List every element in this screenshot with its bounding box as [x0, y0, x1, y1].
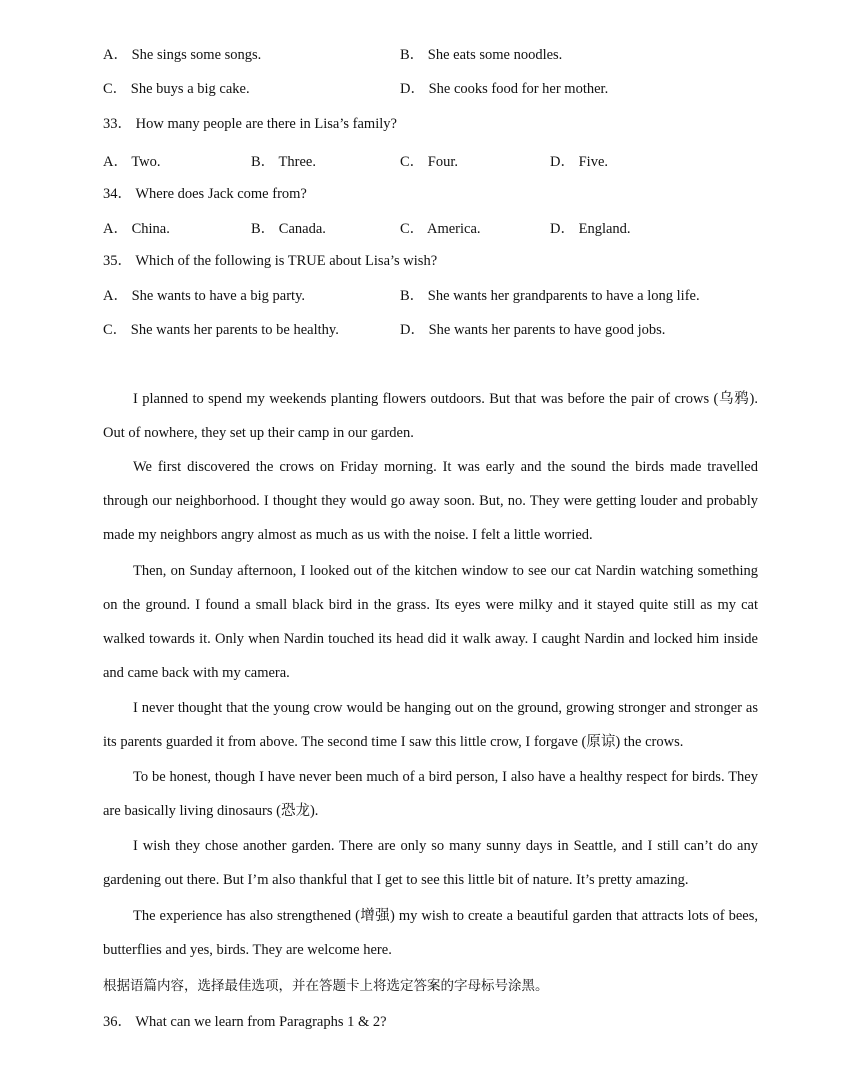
passage-paragraph-7: The experience has also strengthened (增强) my wish to create a beautiful garden that attracts lots of bees, butterflies and yes, birds. They are welcome here. — [103, 908, 758, 958]
q33-question: 33． How many people are there in Lisa’s family? — [103, 116, 397, 132]
q35-option-c: C． She wants her parents to be healthy. — [103, 322, 339, 338]
q32-option-c: C． She buys a big cake. — [103, 81, 250, 97]
q33-option-b: B． Three. — [251, 154, 316, 170]
q36-question: 36． What can we learn from Paragraphs 1 & 2? — [103, 1014, 387, 1030]
q35-option-d: D． She wants her parents to have good jobs. — [400, 322, 666, 338]
q33-option-d: D． Five. — [550, 154, 608, 170]
q35-question: 35． Which of the following is TRUE about Lisa’s wish? — [103, 253, 438, 269]
q32-option-d: D． She cooks food for her mother. — [400, 81, 609, 97]
q32-option-b: B． She eats some noodles. — [400, 47, 563, 63]
q32-option-a: A． She sings some songs. — [103, 47, 262, 63]
q34-question: 34． Where does Jack come from? — [103, 186, 307, 202]
q34-option-b: B． Canada. — [251, 221, 326, 237]
passage-paragraph-3: Then, on Sunday afternoon, I looked out of the kitchen window to see our cat Nardin watching something on the ground. I found a small black bird in the grass. Its eyes were milky and it stayed quite still as my cat walked towards it. Only when Nardin touched its head did it walk away. I caught Nardin and locked him inside and came back with my camera. — [103, 563, 758, 681]
q34-option-d: D． England. — [550, 221, 631, 237]
passage-paragraph-4: I never thought that the young crow would be hanging out on the ground, growing stronger and stronger as its parents guarded it from above. The second time I saw this little crow, I forgave (原谅) the crows. — [103, 700, 758, 750]
q34-option-a: A． China. — [103, 221, 170, 237]
q33-option-c: C． Four. — [400, 154, 459, 170]
passage-paragraph-5: To be honest, though I have never been much of a bird person, I also have a healthy respect for birds. They are basically living dinosaurs (恐龙). — [103, 769, 758, 819]
q34-option-c: C． America. — [400, 221, 481, 237]
q35-option-a: A． She wants to have a big party. — [103, 288, 306, 304]
passage-paragraph-6: I wish they chose another garden. There are only so many sunny days in Seattle, and I still can’t do any gardening out there. But I’m also thankful that I get to see this little bit of nature. It’s pretty amazing. — [103, 838, 758, 888]
passage-paragraph-2: We first discovered the crows on Friday morning. It was early and the sound the birds made travelled through our neighborhood. I thought they would go away soon. But, no. They were getting louder and probably made my neighbors angry almost as much as us with the noise. I felt a little worried. — [103, 459, 758, 543]
q33-option-a: A． Two. — [103, 154, 161, 170]
instruction-text: 根据语篇内容，选择最佳选项，并在答题卡上将选定答案的字母标号涂黑。 — [103, 978, 549, 994]
passage-paragraph-1: I planned to spend my weekends planting flowers outdoors. But that was before the pair of crows (乌鸦). Out of nowhere, they set up their camp in our garden. — [103, 391, 758, 441]
q35-option-b: B． She wants her grandparents to have a long life. — [400, 288, 700, 304]
